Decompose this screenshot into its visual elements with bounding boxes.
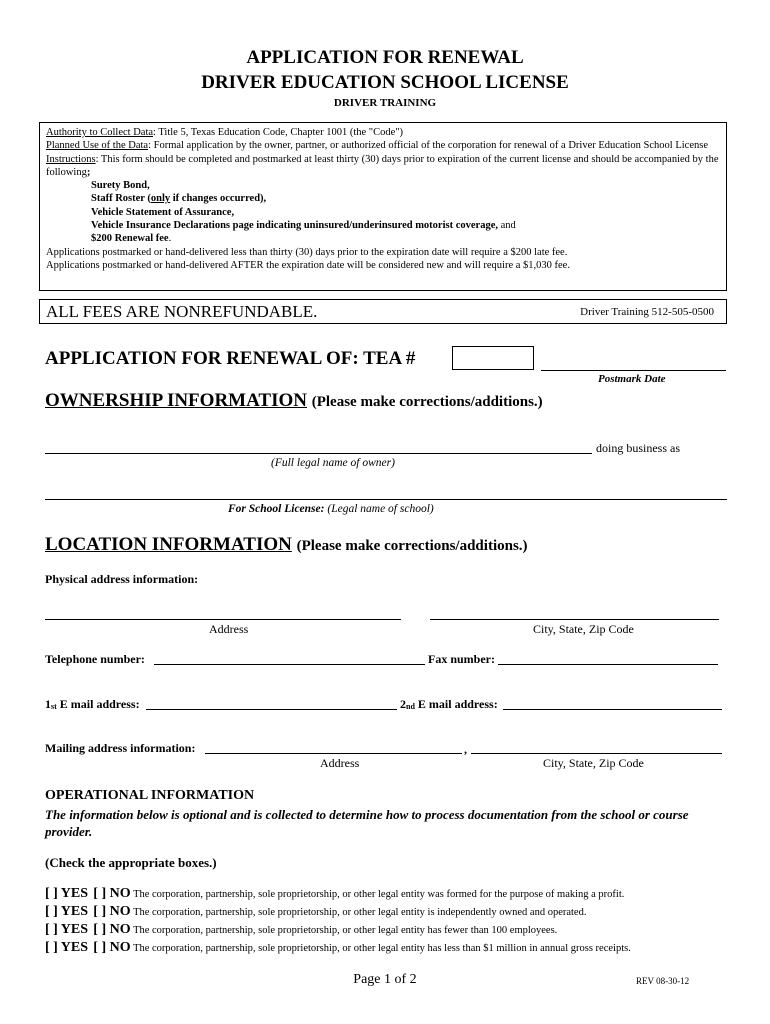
yes-checkbox[interactable]: [ ] YES: [45, 922, 89, 937]
operational-note: The information below is optional and is collected to determine how to process documentation from the school or course provider.: [45, 807, 689, 839]
mailing-city-state-zip-field[interactable]: [471, 753, 722, 754]
form-title-line-2: DRIVER EDUCATION SCHOOL LICENSE: [201, 72, 569, 93]
yes-checkbox[interactable]: [ ] YES: [45, 886, 89, 901]
mailing-comma: ,: [464, 742, 467, 756]
nonrefundable-notice: ALL FEES ARE NONREFUNDABLE.: [46, 302, 318, 321]
physical-address-label: Physical address information:: [45, 572, 199, 586]
mailing-city-state-zip-caption: City, State, Zip Code: [543, 756, 644, 770]
location-heading: LOCATION INFORMATION (Please make corrections/additions.): [45, 534, 528, 555]
page-number: Page 1 of 2: [353, 972, 417, 987]
no-checkbox[interactable]: [ ] NO: [93, 940, 131, 955]
form-subtitle: DRIVER TRAINING: [333, 97, 437, 109]
renewal-heading: APPLICATION FOR RENEWAL OF: TEA #: [45, 348, 416, 369]
check-boxes-instruction: (Check the appropriate boxes.): [45, 855, 217, 870]
no-checkbox[interactable]: [ ] NO: [93, 886, 131, 901]
late-fee-line: Applications postmarked or hand-delivered less than thirty (30) days prior to the expiration date will require a $200 late fee.: [46, 246, 568, 258]
city-state-zip-caption: City, State, Zip Code: [533, 622, 634, 636]
operational-row-employees: [45, 922, 557, 938]
mailing-address-caption: Address: [320, 756, 360, 770]
first-email-label: $1_{st}$ E mail address:: [45, 697, 140, 711]
tea-number-field[interactable]: [452, 346, 534, 370]
instructions-line: Instructions: This form should be completed and postmarked at least thirty (30) days prior to expiration of the current license and should be accompanied by the following;: [46, 153, 719, 178]
ownership-heading: OWNERSHIP INFORMATION (Please make corrections/additions.): [45, 390, 543, 411]
physical-address-field[interactable]: [45, 619, 401, 620]
instructions-box: [39, 122, 727, 291]
after-expiration-line: Applications postmarked or hand-delivered AFTER the expiration date will be considered new and will require a $1,030 fee.: [46, 259, 570, 271]
item-renewal-fee: $200 Renewal fee.: [91, 233, 172, 245]
second-email-label: $2_{nd}$ E mail address:: [400, 697, 498, 711]
fax-field[interactable]: [498, 664, 718, 665]
item-surety-bond: Surety Bond,: [91, 180, 150, 192]
revision-date: REV 08-30-12: [636, 976, 690, 986]
row-text: The corporation, partnership, sole proprietorship, or other legal entity was formed for the purpose of making a profit.: [133, 889, 625, 900]
operational-row-profit: [45, 886, 624, 902]
yes-checkbox[interactable]: [ ] YES: [45, 904, 89, 919]
second-email-field[interactable]: [503, 709, 722, 710]
row-text: The corporation, partnership, sole proprietorship, or other legal entity has fewer than 100 employees.: [133, 925, 558, 936]
row-text: The corporation, partnership, sole proprietorship, or other legal entity has less than $1 million in annual gross receipts.: [133, 943, 631, 954]
owner-name-field[interactable]: [45, 453, 592, 454]
first-email-field[interactable]: [146, 709, 397, 710]
no-checkbox[interactable]: [ ] NO: [93, 904, 131, 919]
row-text: The corporation, partnership, sole proprietorship, or other legal entity is independently owned and operated.: [133, 907, 587, 918]
operational-row-receipts: [45, 940, 631, 956]
operational-row-independent: [45, 904, 586, 920]
postmark-date-label: Postmark Date: [598, 373, 666, 385]
form-title: APPLICATION FOR RENEWAL: [246, 47, 524, 68]
telephone-label: Telephone number:: [45, 652, 145, 666]
planned-use-line: Planned Use of the Data: Formal application by the owner, partner, or authorized official of the corporation for renewal of a Driver Education School License: [46, 140, 708, 152]
item-insurance: Vehicle Insurance Declarations page indicating uninsured/underinsured motorist coverage, and: [91, 220, 516, 232]
operational-heading: OPERATIONAL INFORMATION: [45, 788, 255, 803]
no-checkbox[interactable]: [ ] NO: [93, 922, 131, 937]
item-staff-roster: Staff Roster (only if changes occurred),: [91, 193, 267, 205]
postmark-date-field[interactable]: [541, 370, 726, 371]
school-name-field[interactable]: [45, 499, 727, 500]
yes-checkbox[interactable]: [ ] YES: [45, 940, 89, 955]
mailing-address-label: Mailing address information:: [45, 741, 196, 755]
fees-box: [39, 299, 727, 324]
telephone-field[interactable]: [154, 664, 425, 665]
driver-training-phone: Driver Training 512-505-0500: [580, 306, 714, 318]
authority-line: Authority to Collect Data: Title 5, Texas Education Code, Chapter 1001 (the "Code"): [46, 127, 404, 138]
mailing-address-field[interactable]: [205, 753, 462, 754]
doing-business-as-label: doing business as: [596, 441, 680, 455]
item-vehicle-statement: Vehicle Statement of Assurance,: [91, 206, 235, 218]
physical-city-state-zip-field[interactable]: [430, 619, 719, 620]
owner-name-caption: (Full legal name of owner): [271, 457, 395, 469]
fax-label: Fax number:: [428, 652, 495, 666]
address-caption: Address: [209, 622, 249, 636]
school-name-caption: For School License: (Legal name of school): [228, 503, 434, 515]
